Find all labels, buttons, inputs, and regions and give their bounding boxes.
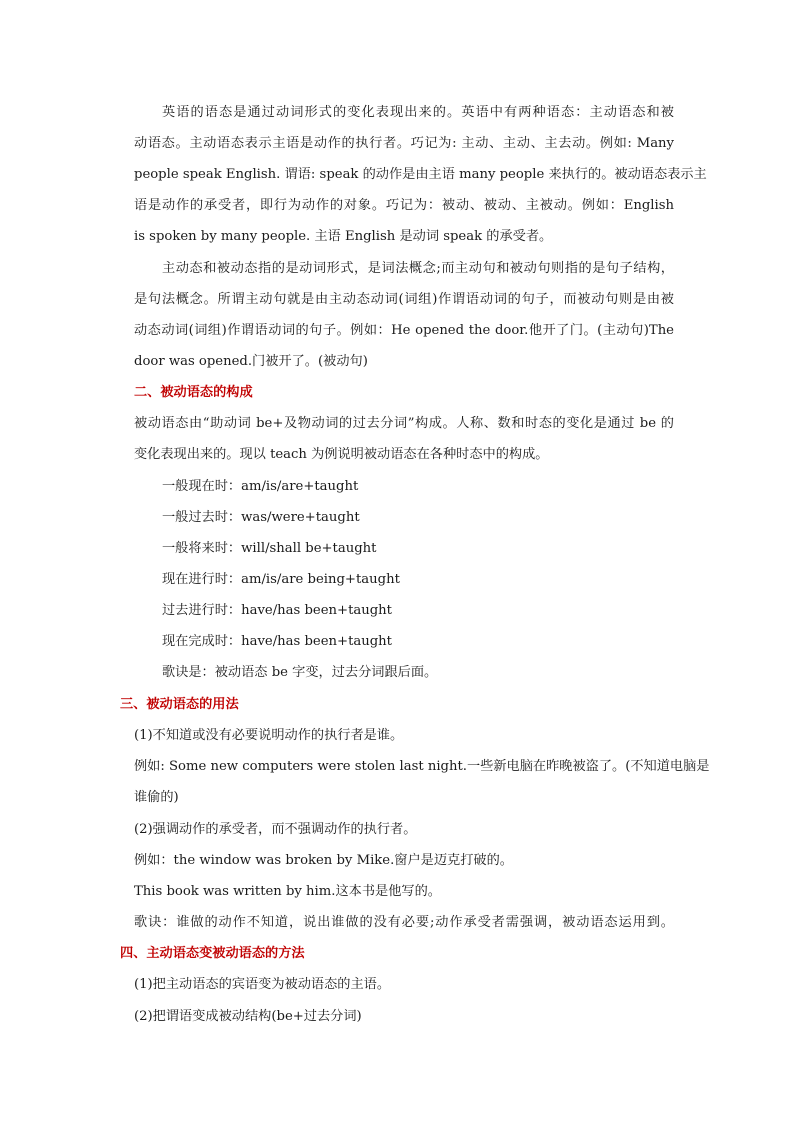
section-2-para-line-2: 变化表现出来的。现以 teach 为例说明被动语态在各种时态中的构成。 <box>134 447 549 462</box>
intro-p1-line-5: is spoken by many people. 主语 English 是动词 speak 的承受者。 <box>134 229 553 244</box>
section-3-line: 例如: Some new computers were stolen last night.一些新电脑在昨晚被盗了。(不知道电脑是 <box>134 759 710 774</box>
section-3-line: This book was written by him.这本书是他写的。 <box>134 884 441 899</box>
section-3-line: (1)不知道或没有必要说明动作的执行者是谁。 <box>134 728 404 743</box>
section-3-line: 歌诀：谁做的动作不知道，说出谁做的没有必要;动作承受者需强调，被动语态运用到。 <box>134 915 674 930</box>
section-4-line: (2)把谓语变成被动结构(be+过去分词) <box>134 1009 362 1024</box>
section-4-heading: 四、主动语态变被动语态的方法 <box>120 946 305 961</box>
intro-p1-line-3: people speak English. 谓语: speak 的动作是由主语 many people 来执行的。被动语态表示主 <box>134 167 707 182</box>
tense-item: 一般现在时：am/is/are+taught <box>162 479 359 494</box>
section-2-para-line-1: 被动语态由“助动词 be+及物动词的过去分词”构成。人称、数和时态的变化是通过 be 的 <box>134 416 674 431</box>
intro-p1-line-1: 英语的语态是通过动词形式的变化表现出来的。英语中有两种语态：主动语态和被 <box>162 105 674 120</box>
section-3-line: (2)强调动作的承受者，而不强调动作的执行者。 <box>134 822 417 837</box>
section-4-line: (1)把主动语态的宾语变为被动语态的主语。 <box>134 977 391 992</box>
section-2-heading: 二、被动语态的构成 <box>134 385 253 400</box>
intro-p2-line-4: door was opened.门被开了。(被动句) <box>134 354 368 369</box>
tense-item: 一般将来时：will/shall be+taught <box>162 541 377 556</box>
section-2-rhyme: 歌诀是：被动语态 be 字变，过去分词跟后面。 <box>162 665 438 680</box>
tense-item: 现在完成时：have/has been+taught <box>162 634 392 649</box>
intro-p1-line-2: 动语态。主动语态表示主语是动作的执行者。巧记为: 主动、主动、主去动。例如: Many <box>134 136 674 151</box>
section-3-heading: 三、被动语态的用法 <box>120 697 239 712</box>
tense-item: 一般过去时：was/were+taught <box>162 510 360 525</box>
tense-item: 现在进行时：am/is/are being+taught <box>162 572 400 587</box>
intro-p2-line-1: 主动态和被动态指的是动词形式，是词法概念;而主动句和被动句则指的是句子结构， <box>162 261 674 276</box>
section-3-line: 谁偷的) <box>134 790 179 805</box>
intro-p2-line-3: 动态动词(词组)作谓语动词的句子。例如：He opened the door.他开了门。(主动句)The <box>134 323 674 338</box>
section-3-line: 例如：the window was broken by Mike.窗户是迈克打破的。 <box>134 853 513 868</box>
intro-p1-line-4: 语是动作的承受者，即行为动作的对象。巧记为：被动、被动、主被动。例如：English <box>134 198 674 213</box>
tense-item: 过去进行时：have/has been+taught <box>162 603 392 618</box>
intro-p2-line-2: 是句法概念。所谓主动句就是由主动态动词(词组)作谓语动词的句子，而被动句则是由被 <box>134 292 674 307</box>
